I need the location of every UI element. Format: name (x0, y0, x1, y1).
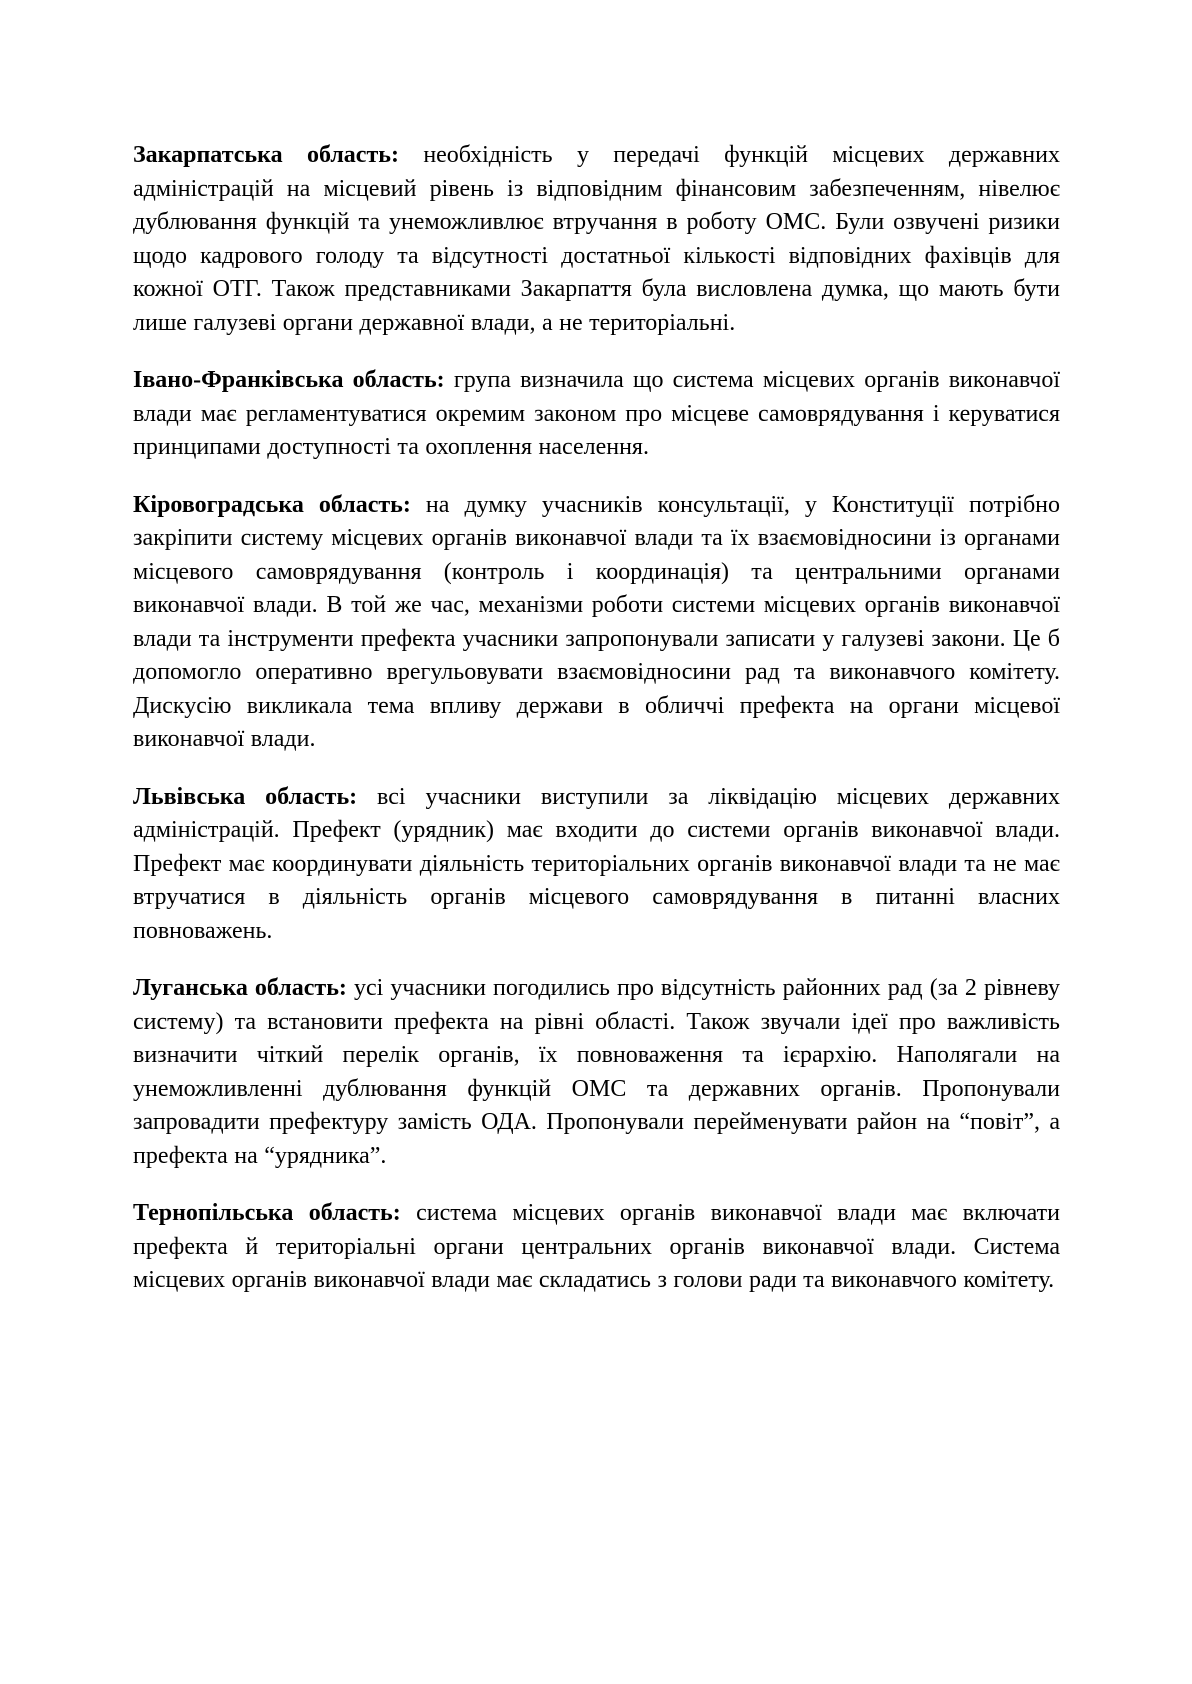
document-text-block (133, 139, 1060, 1298)
paragraph-luhanska (133, 972, 1060, 1173)
paragraph-text: система місцевих органів виконавчої влади має включати префекта й територіальні органи центральних органів виконавчої влади. Система місцевих органів виконавчої влади має складатись з голови ради та виконавчого комітету. (133, 1200, 1061, 1293)
paragraph-lvivska (133, 781, 1060, 949)
paragraph-text: необхідність у передачі функцій місцевих державних адміністрацій на місцевий рівень із відповідним фінансовим забезпеченням, нівелює дублювання функцій та унеможливлює втручання в роботу ОМС. Були озвучені ризики щодо кадрового голоду та відсутності достатньої кількості відповідних фахівців для кожної ОТГ. Також представниками Закарпаття була висловлена думка, що мають бути лише галузеві органи державної влади, а не територіальні. (133, 142, 1060, 336)
paragraph-text: група визначила що система місцевих органів виконавчої влади має регламентуватися окремим законом про місцеве самоврядування і керуватися принципами доступності та охоплення населення. (133, 367, 1060, 460)
region-heading: Івано-Франківська область: (133, 367, 445, 393)
region-heading: Кіровоградська область: (133, 491, 411, 518)
paragraph-kirovohradska (133, 489, 1060, 757)
region-heading: Закарпатська область: (133, 142, 399, 168)
region-heading: Луганська область: (133, 975, 347, 1001)
paragraph-text: на думку учасників консультації, у Конституції потрібно закріпити систему місцевих органів виконавчої влади та їх взаємовідносини із органами місцевого самоврядування (контроль і координація) та центральними органами виконавчої влади. В той же час, механізми роботи системи місцевих органів виконавчої влади та інструменти префекта учасники запропонували записати у галузеві закони. Це б допомогло оперативно врегульовувати взаємовідносини рад та виконавчого комітету. Дискусію викликала тема впливу держави в обличчі префекта на органи місцевої виконавчої влади. (133, 491, 1060, 752)
paragraph-text: всі учасники виступили за ліквідацію місцевих державних адміністрацій. Префект (урядник) має входити до системи органів виконавчої влади. Префект має координувати діяльність територіальних органів виконавчої влади та не має втручатися в діяльність органів місцевого самоврядування в питанні власних повноважень. (133, 783, 1060, 944)
paragraph-ternopilska (133, 1197, 1060, 1298)
region-heading: Львівська область: (133, 783, 358, 810)
paragraph-text: усі учасники погодились про відсутність районних рад (за 2 рівневу систему) та встановити префекта на рівні області. Також звучали ідеї про важливість визначити чіткий перелік органів, їх повноваження та ієрархію. Наполягали на унеможливленні дублювання функцій ОМС та державних органів. Пропонували запровадити префектуру замість ОДА. Пропонували перейменувати район на “повіт”, а префекта на “урядника”. (133, 975, 1061, 1169)
paragraph-zakarpatska (133, 139, 1060, 340)
region-heading: Тернопільська область: (133, 1200, 401, 1226)
paragraph-ivano-frankivska (133, 364, 1060, 465)
